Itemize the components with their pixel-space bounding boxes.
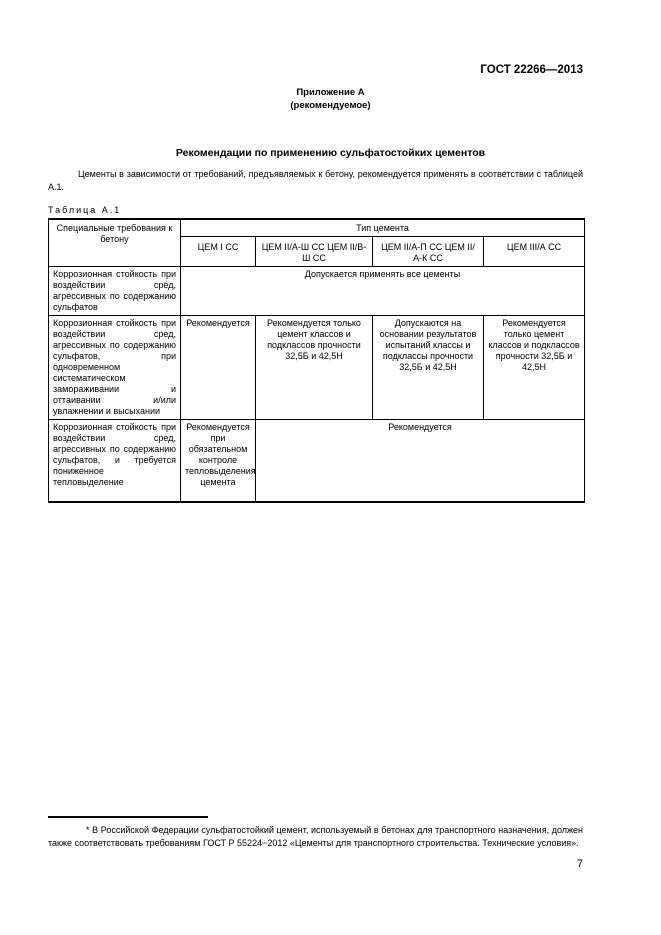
document-code: ГОСТ 22266—2013 [480,64,583,76]
row-merged-value: Допускается применять все цементы [181,267,585,316]
row-cell: Рекомендуется только цемент классов и подклассов прочности 32,5Б и 42,5Н [484,316,585,420]
row-requirement: Коррозионная стойкость при воздействии сред, агрессивных по содержанию сульфатов [49,267,181,316]
page-number: 7 [576,858,583,870]
row-requirement: Коррозионная стойкость при воздействии сред, агрессивных по содержанию сульфатов, и требуется пониженное тепловыделение [49,420,181,503]
table-caption: Таблица А.1 [48,205,122,215]
section-title: Рекомендации по применению сульфатостойких цементов [175,147,486,159]
row-requirement: Коррозионная стойкость при воздействии сред, агрессивных по содержанию сульфатов, при одновременном систематическом замораживании и оттаивании и/или увлажнении и высыхании [49,316,181,420]
header-cement-type: Тип цемента [181,219,585,237]
intro-paragraph: Цементы в зависимости от требований, предъявляемых к бетону, рекомендуется применять в соответствии с таблицей А.1. [48,169,583,192]
table-row [49,316,585,420]
cement-recommendation-table [48,218,585,503]
appendix-title: Приложение А [296,87,365,98]
footnote-divider [48,816,208,818]
header-col-cem-ii-sh: ЦЕМ II/А-Ш СС ЦЕМ II/В-Ш СС [256,237,373,267]
table-row [49,420,585,503]
row-cell: Допускаются на основании результатов испытаний классы и подклассы прочности 32,5Б и 42,5Н [373,316,484,420]
appendix-subtitle: (рекомендуемое) [290,100,371,111]
appendix-heading [0,86,661,112]
row-cell: Рекомендуется [181,316,256,420]
header-col-cem-ii-p: ЦЕМ II/А-П СС ЦЕМ II/А-К СС [373,237,484,267]
row-merged-value: Рекомендуется [256,420,585,503]
row-cell: Рекомендуется только цемент классов и подклассов прочности 32,5Б и 42,5Н [256,316,373,420]
table-row [49,267,585,316]
row-cell: Рекомендуется при обязательном контроле тепловыделения цемента [181,420,256,503]
table-header-row [49,219,585,237]
footnote: * В Российской Федерации сульфатостойкий цемент, используемый в бетонах для транспортного назначения, должен также соответствовать требованиям ГОСТ Р 55224−2012 «Цементы для транспортного строительства. Технические условия». [48,825,583,848]
header-col-cem-iii: ЦЕМ III/А СС [484,237,585,267]
header-requirements: Специальные требования к бетону [49,219,181,267]
header-col-cem-i: ЦЕМ I СС [181,237,256,267]
